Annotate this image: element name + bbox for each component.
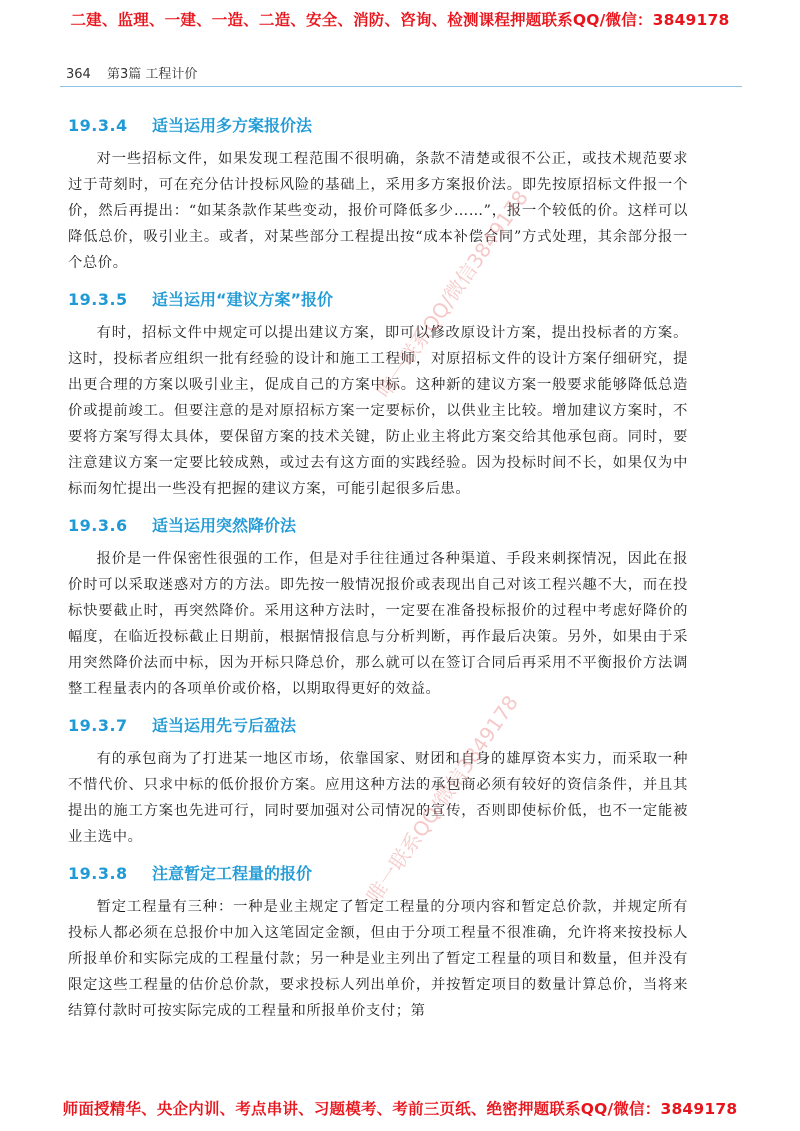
section-19-3-6 (68, 512, 688, 702)
paragraph: 报价是一件保密性很强的工作，但是对手往往通过各种渠道、手段来刺探情况，因此在报价时可以采取迷惑对方的方法。即先按一般情况报价或表现出自己对该工程兴趣不大，而在投标快要截止时，再突然降价。采用这种方法时，一定要在准备投标报价的过程中考虑好降价的幅度，在临近投标截止日期前，根据情报信息与分析判断，再作最后决策。另外，如果由于采用突然降价法而中标，因为开标只降总价，那么就可以在签订合同后再采用不平衡报价方法调整工程量表内的各项单价或价格，以期取得更好的效益。 (68, 551, 688, 697)
part-title: 第3篇 工程计价 (106, 67, 198, 82)
paragraph: 对一些招标文件，如果发现工程范围不很明确，条款不清楚或很不公正，或技术规范要求过于苛刻时，可在充分估计投标风险的基础上，采用多方案报价法。即先按原招标文件报一个价，然后再提出：“如某条款作某些变动，报价可降低多少……”，报一个较低的价。这样可以降低总价，吸引业主。或者，对某些部分工程提出按“成本补偿合同”方式处理，其余部分报一个总价。 (68, 151, 688, 271)
section-19-3-4 (68, 112, 688, 276)
page-body (68, 112, 688, 1034)
section-title: 适当运用突然降价法 (152, 516, 297, 535)
page-number: 364 (66, 67, 91, 82)
paragraph: 暂定工程量有三种：一种是业主规定了暂定工程量的分项内容和暂定总价款，并规定所有投标人都必须在总报价中加入这笔固定金额，但由于分项工程量不很准确，允许将来按投标人所报单价和实际完成的工程量付款；另一种是业主列出了暂定工程量的项目和数量，但并没有限定这些工程量的估价总价款，要求投标人列出单价，并按暂定项目的数量计算总价，当将来结算付款时可按实际完成的工程量和所报单价支付；第 (68, 899, 688, 1019)
section-heading (68, 712, 688, 740)
section-19-3-7 (68, 712, 688, 850)
section-title: 注意暂定工程量的报价 (152, 864, 313, 883)
section-title: 适当运用先亏后盈法 (152, 716, 297, 735)
paragraph: 有的承包商为了打进某一地区市场，依靠国家、财团和自身的雄厚资本实力，而采取一种不惜代价、只求中标的低价报价方案。应用这种方法的承包商必须有较好的资信条件，并且其提出的施工方案也先进可行，同时要加强对公司情况的宣传，否则即使标价低，也不一定能被业主选中。 (68, 751, 688, 845)
section-19-3-8 (68, 860, 688, 1024)
header-divider (60, 86, 742, 87)
diagonal-watermark: 唯一联系QQ/微信3849178 (371, 185, 533, 403)
bottom-promo-banner: 师面授精华、央企内训、考点串讲、习题模考、考前三页纸、绝密押题联系QQ/微信：3849178 (62, 1100, 738, 1118)
section-title: 适当运用多方案报价法 (152, 116, 313, 135)
running-header (66, 63, 197, 82)
section-heading (68, 860, 688, 888)
section-number: 19.3.5 (68, 290, 128, 309)
top-promo-banner: 二建、监理、一建、一造、二造、安全、消防、咨询、检测课程押题联系QQ/微信：3849178 (70, 11, 730, 29)
diagonal-watermark: 唯一联系QQ/微信3849178 (361, 690, 523, 908)
section-19-3-5 (68, 286, 688, 502)
section-number: 19.3.6 (68, 516, 128, 535)
section-number: 19.3.4 (68, 116, 128, 135)
section-number: 19.3.7 (68, 716, 128, 735)
section-heading (68, 512, 688, 540)
section-heading (68, 286, 688, 314)
paragraph: 有时，招标文件中规定可以提出建议方案，即可以修改原设计方案，提出投标者的方案。这时，投标者应组织一批有经验的设计和施工工程师，对原招标文件的设计方案仔细研究，提出更合理的方案以吸引业主，促成自己的方案中标。这种新的建议方案一般要求能够降低总造价或提前竣工。但要注意的是对原招标方案一定要标价，以供业主比较。增加建议方案时，不要将方案写得太具体，要保留方案的技术关键，防止业主将此方案交给其他承包商。同时，要注意建议方案一定要比较成熟，或过去有这方面的实践经验。因为投标时间不长，如果仅为中标而匆忙提出一些没有把握的建议方案，可能引起很多后患。 (68, 325, 688, 497)
section-number: 19.3.8 (68, 864, 128, 883)
section-heading (68, 112, 688, 140)
section-title: 适当运用“建议方案”报价 (152, 290, 334, 309)
